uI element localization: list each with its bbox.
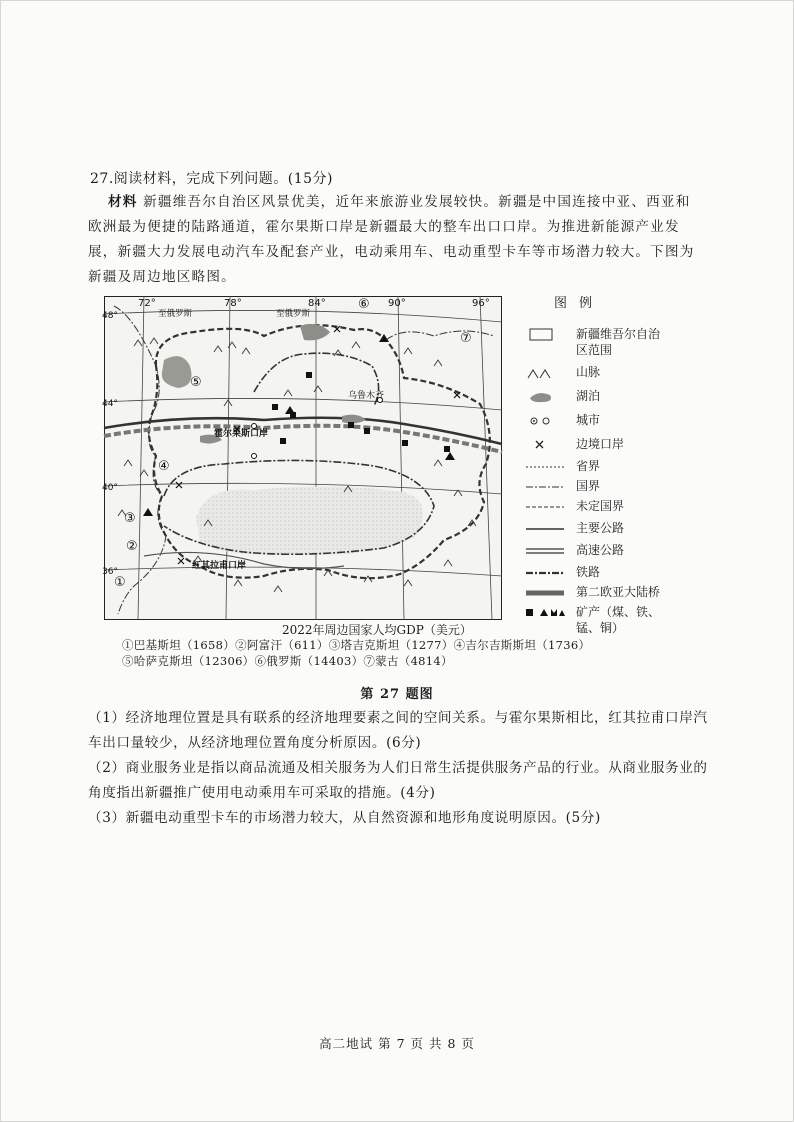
- sub-question-2: （2）商业服务业是指以商品流通及相关服务为人们日常生活提供服务产品的行业。从商业服务业的角度指出新疆推广使用电动乘用车可采取的措施。(4分): [88, 760, 708, 801]
- material-text: 新疆维吾尔自治区风景优美，近年来旅游业发展较快。新疆是中国连接中亚、西亚和欧洲最为便捷的陆路通道，霍尔果斯口岸是新疆最大的整车出口口岸。为推进新能源产业发展，新疆大力发展电动汽车及配套产业，电动乘用车、电动重型卡车等市场潜力较大。下图为新疆及周边地区略图。: [88, 194, 695, 285]
- legend-item-minerals: [518, 604, 708, 638]
- khunjerab-port-label: 红其拉甫口岸: [192, 561, 247, 571]
- port-cross-icon: [526, 438, 566, 452]
- material-paragraph: [88, 190, 704, 290]
- material-label: 材料: [108, 194, 138, 210]
- lon-label-84: 84°: [308, 298, 326, 309]
- to-russia-label-1: 至俄罗斯: [158, 309, 193, 319]
- legend-item-national: [518, 478, 708, 496]
- legend-item-lake: [518, 388, 708, 406]
- legend-label: 山脉: [576, 365, 601, 379]
- legend-item-city: [518, 412, 708, 430]
- tarim-basin: [196, 486, 423, 554]
- legend-item-railway: [518, 564, 708, 582]
- legend-title: 图例: [554, 296, 605, 311]
- lat-label-44: 44°: [102, 399, 118, 409]
- country-number-3: ③: [124, 511, 136, 526]
- legend-label: 高速公路: [576, 543, 625, 557]
- to-russia-label-2: 至俄罗斯: [276, 309, 311, 319]
- lat-label-36: 36°: [102, 567, 118, 577]
- region-box-icon: [526, 328, 566, 342]
- lat-label-40: 40°: [102, 483, 118, 493]
- national-line-icon: [526, 480, 566, 494]
- legend-item-province: [518, 458, 708, 476]
- page-footer: 高二地试 第 7 页 共 8 页: [319, 1036, 475, 1051]
- legend-label: 省界: [576, 459, 601, 473]
- lon-label-78: 78°: [224, 298, 242, 309]
- legend-item-undetermined: [518, 498, 708, 516]
- lon-label-90: 90°: [388, 298, 406, 309]
- legend-label: 边境口岸: [576, 437, 625, 451]
- country-number-7: ⑦: [460, 331, 472, 346]
- gdp-line-1: ①巴基斯坦（1658）②阿富汗（611）③塔吉克斯坦（1277）④吉尔吉斯斯坦（1736）: [122, 638, 591, 652]
- map-frame: [105, 297, 502, 620]
- legend-label: 新疆维吾尔自治 区范围: [576, 327, 661, 357]
- khorgos-port-label: 霍尔果斯口岸: [214, 429, 269, 439]
- lon-label-72: 72°: [138, 298, 156, 309]
- country-number-1: ①: [114, 575, 126, 590]
- legend-label: 国界: [576, 479, 601, 493]
- legend-item-port: [518, 436, 708, 454]
- legend-item-road: [518, 520, 708, 538]
- country-number-6: ⑥: [358, 297, 370, 312]
- lat-label-48: 48°: [102, 311, 118, 321]
- legend-label: 第二欧亚大陆桥: [576, 585, 661, 599]
- gdp-line-2: ⑤哈萨克斯坦（12306）⑥俄罗斯（14403）⑦蒙古（4814）: [122, 654, 453, 668]
- question-header: 27.阅读材料，完成下列问题。(15分): [90, 171, 334, 187]
- country-number-5: ⑤: [190, 375, 202, 390]
- sub-question-1: （1）经济地理位置是具有联系的经济地理要素之间的空间关系。与霍尔果斯相比，红其拉甫口岸汽车出口量较少，从经济地理位置角度分析原因。(6分): [88, 710, 708, 751]
- highway-icon: [526, 544, 566, 558]
- legend-item-land-bridge: [518, 584, 708, 602]
- lake-icon: [526, 390, 566, 404]
- legend-label: 铁路: [576, 565, 601, 579]
- legend-item-region: [518, 326, 708, 360]
- lon-label-96: 96°: [472, 298, 490, 309]
- minerals-icon: [526, 606, 566, 620]
- sub-question-3: （3）新疆电动重型卡车的市场潜力较大，从自然资源和地形角度说明原因。(5分): [88, 810, 601, 826]
- xinjiang-map: [104, 296, 502, 620]
- country-number-2: ②: [126, 539, 138, 554]
- gdp-caption: 2022年周边国家人均GDP（美元）: [282, 623, 472, 637]
- map-svg: [104, 296, 502, 620]
- legend-item-highway: [518, 542, 708, 560]
- legend-label: 主要公路: [576, 521, 625, 535]
- legend-label: 城市: [576, 413, 601, 427]
- country-number-4: ④: [158, 459, 170, 474]
- legend-label: 湖泊: [576, 389, 601, 403]
- road-icon: [526, 522, 566, 536]
- city-icon: [526, 414, 566, 428]
- province-line-icon: [526, 460, 566, 474]
- undetermined-line-icon: [526, 500, 566, 514]
- figure-title: 第 27 题图: [360, 687, 434, 702]
- land-bridge-icon: [526, 586, 566, 600]
- legend-label: 未定国界: [576, 499, 625, 513]
- urumqi-label: 乌鲁木齐: [348, 391, 385, 401]
- legend-item-mountain: [518, 364, 708, 382]
- railway-icon: [526, 566, 566, 580]
- mountain-icon: [526, 366, 566, 380]
- legend-label: 矿产（煤、铁、 锰、铜）: [576, 605, 661, 635]
